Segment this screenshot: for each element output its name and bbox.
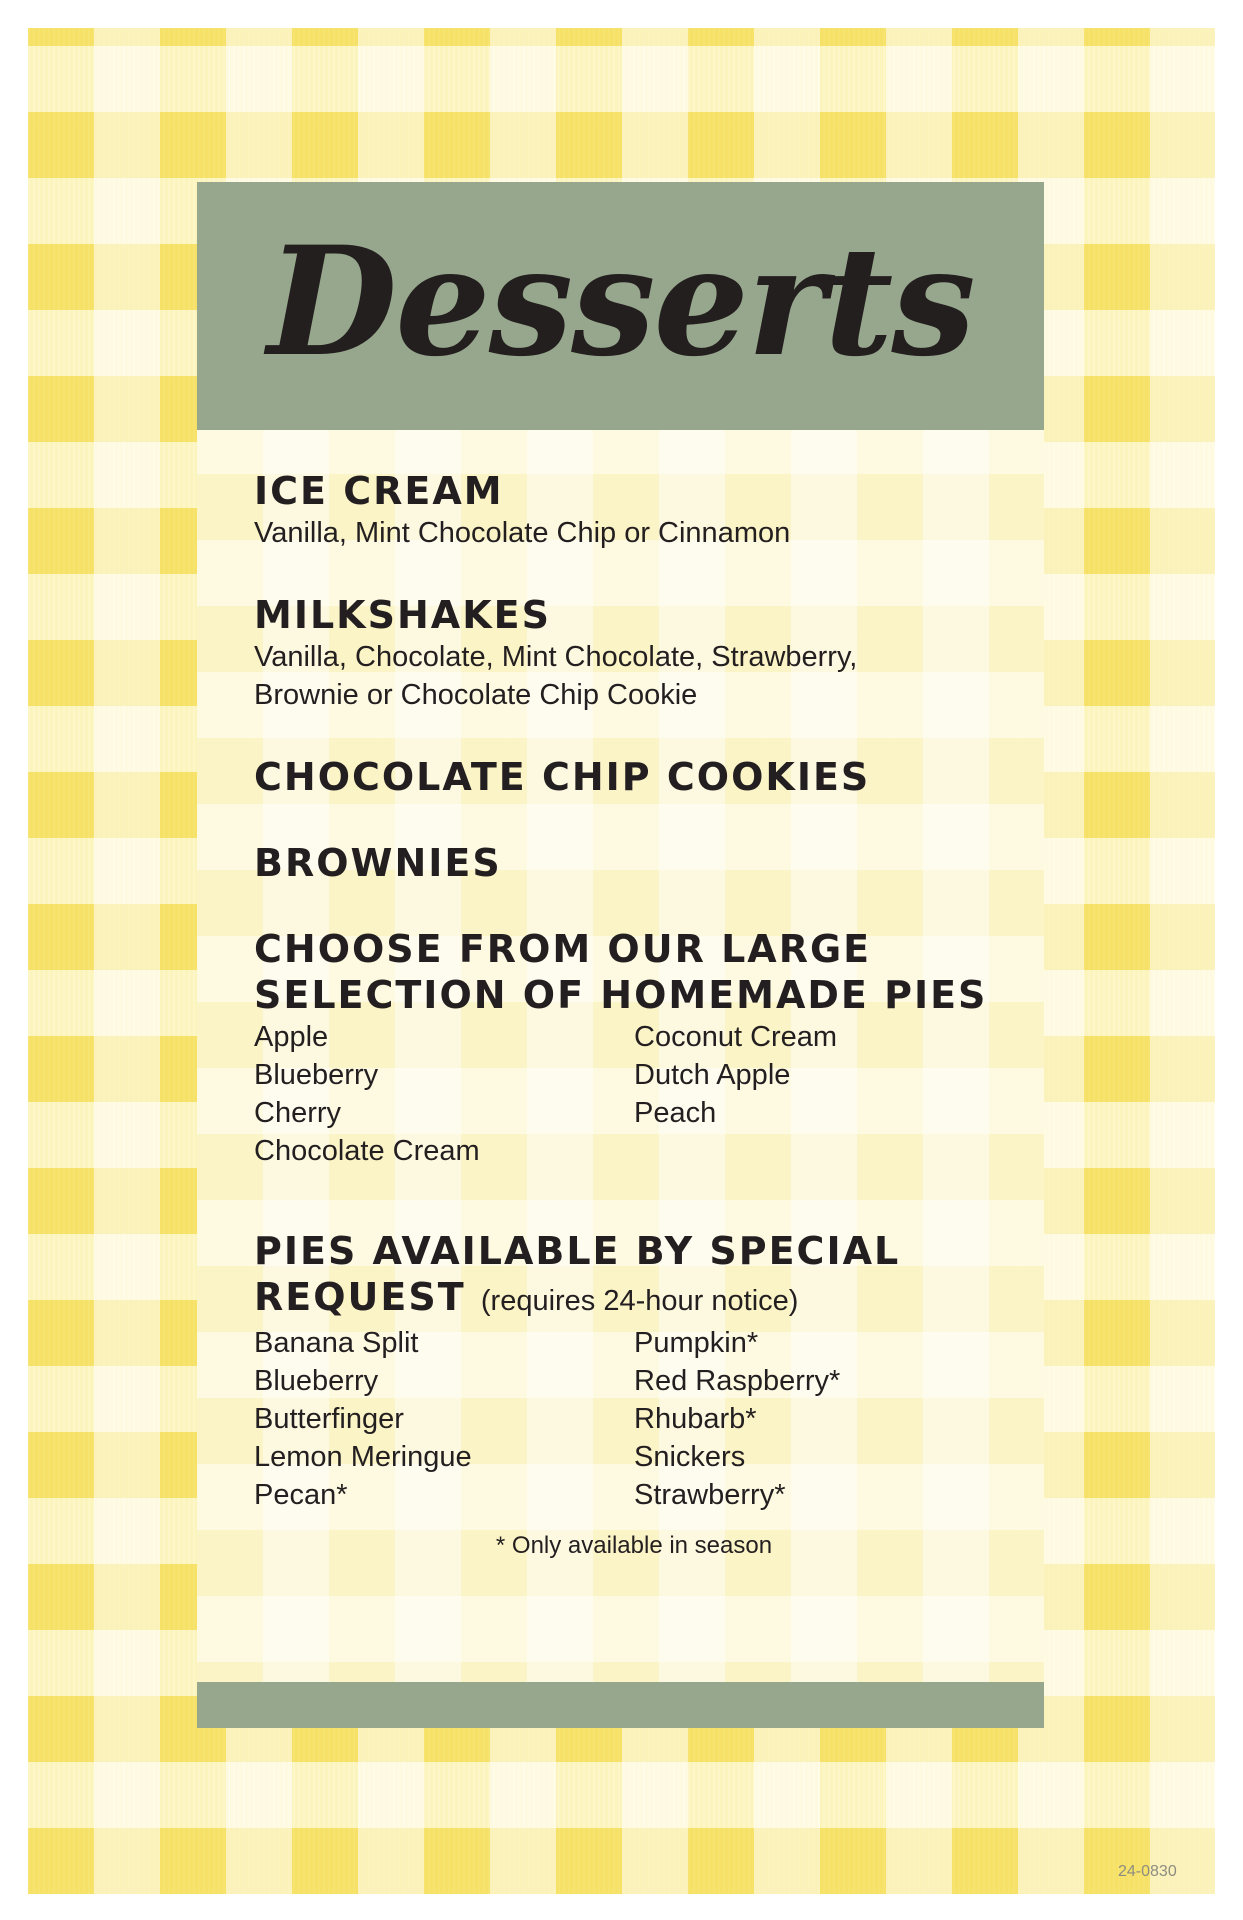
section-ice-cream [254, 468, 1014, 552]
pie-column-right [634, 1324, 1014, 1514]
list-item: Blueberry [254, 1365, 379, 1397]
section-description: Vanilla, Chocolate, Mint Chocolate, Strawberry, [254, 641, 858, 673]
list-item: Cherry [254, 1097, 342, 1129]
list-item: Dutch Apple [634, 1059, 791, 1091]
list-item: Chocolate Cream [254, 1135, 480, 1167]
pie-list [254, 1324, 1014, 1514]
section-heading: CHOCOLATE CHIP COOKIES [254, 755, 871, 799]
list-item: Strawberry* [634, 1479, 786, 1511]
menu-card [197, 182, 1044, 1728]
section-cookies [254, 754, 1014, 800]
section-homemade-pies [254, 926, 1014, 1170]
footnote: * Only available in season [495, 1532, 773, 1559]
list-item: Snickers [634, 1441, 746, 1473]
section-heading: PIES AVAILABLE BY SPECIAL [254, 1229, 901, 1273]
notice-text: (requires 24-hour notice) [480, 1285, 799, 1317]
pie-list [254, 1018, 1014, 1170]
list-item: Butterfinger [254, 1403, 404, 1435]
menu-content [254, 468, 1014, 1560]
list-item: Pecan* [254, 1479, 348, 1511]
section-description: Vanilla, Mint Chocolate Chip or Cinnamon [254, 517, 791, 549]
list-item: Rhubarb* [634, 1403, 757, 1435]
section-heading: MILKSHAKES [254, 593, 551, 637]
section-heading [254, 1274, 1014, 1324]
list-item: Lemon Meringue [254, 1441, 472, 1473]
section-heading: CHOOSE FROM OUR LARGE [254, 927, 872, 971]
pie-column-left [254, 1018, 634, 1170]
list-item: Blueberry [254, 1059, 379, 1091]
footer-bar [197, 1682, 1044, 1728]
list-item: Coconut Cream [634, 1021, 838, 1053]
section-description: Brownie or Chocolate Chip Cookie [254, 679, 698, 711]
list-item: Banana Split [254, 1327, 419, 1359]
section-milkshakes [254, 592, 1014, 714]
section-special-pies [254, 1228, 1014, 1560]
title-banner [197, 182, 1044, 430]
list-item: Peach [634, 1097, 717, 1129]
section-heading: SELECTION OF HOMEMADE PIES [254, 973, 988, 1017]
heading-text: REQUEST [254, 1275, 466, 1319]
section-brownies [254, 840, 1014, 886]
pie-column-left [254, 1324, 634, 1514]
list-item: Pumpkin* [634, 1327, 759, 1359]
page-title: Desserts [267, 214, 974, 390]
pie-column-right [634, 1018, 1014, 1170]
section-heading: BROWNIES [254, 841, 502, 885]
document-code: 24-0830 [1118, 1863, 1177, 1880]
list-item: Red Raspberry* [634, 1365, 841, 1397]
list-item: Apple [254, 1021, 329, 1053]
section-heading: ICE CREAM [254, 469, 504, 513]
